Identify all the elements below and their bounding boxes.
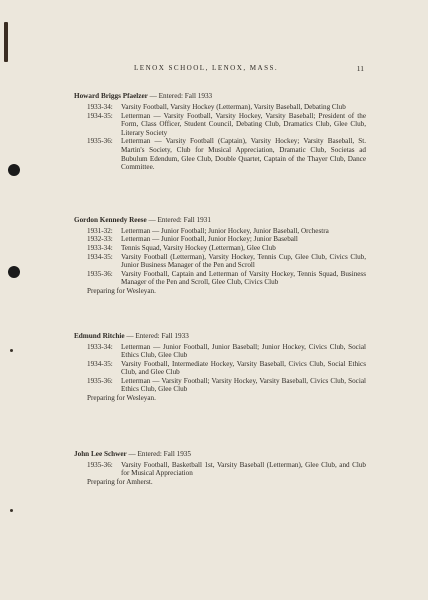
student-heading bbox=[74, 450, 366, 459]
activity-row bbox=[87, 377, 366, 394]
college-preparation: Preparing for Wesleyan. bbox=[87, 394, 156, 403]
activity-row bbox=[87, 461, 366, 478]
student-name: Edmund Ritchie bbox=[74, 331, 125, 340]
school-year: 1933-34: bbox=[87, 342, 113, 351]
punch-hole-lower bbox=[8, 266, 20, 278]
student-heading bbox=[74, 92, 366, 101]
section-gap bbox=[74, 430, 366, 450]
activity-row bbox=[87, 270, 366, 287]
school-year: 1934-35: bbox=[87, 252, 113, 261]
student-name: Howard Briggs Pfaelzer bbox=[74, 92, 148, 100]
school-year: 1933-34: bbox=[87, 243, 113, 252]
activity-row bbox=[87, 227, 366, 236]
school-year: 1931-32: bbox=[87, 226, 113, 235]
activity-row bbox=[87, 112, 366, 138]
activity-text: Varsity Football, Captain and Letterman of Varsity Hockey, Tennis Squad, Business Manager of the Pen and Scroll, Glee Club, Civics Club bbox=[121, 269, 366, 287]
activity-text: Letterman — Junior Football, Junior Baseball; Junior Hockey, Civics Club, Social Ethics Club, Glee Club bbox=[121, 342, 366, 360]
entry-date: — Entered: Fall 1933 bbox=[149, 92, 213, 100]
punch-hole-upper bbox=[8, 164, 20, 176]
school-year: 1933-34: bbox=[87, 103, 113, 111]
activity-text: Letterman — Varsity Football (Captain), Varsity Hockey; Varsity Baseball, St. Martin's Society, Club for Musical Appreciation, Dramatic Club, Societas ad Bubulum Edendum, Glee Club, Double Quartet, Captain of the Thayer Club, Dance Committee. bbox=[121, 137, 366, 172]
activity-row bbox=[87, 343, 366, 360]
activity-row bbox=[87, 137, 366, 171]
student-heading bbox=[74, 216, 366, 225]
activity-text: Varsity Football, Varsity Hockey (Letterman), Varsity Baseball, Debating Club bbox=[121, 103, 346, 111]
activity-text: Varsity Football, Basketball 1st, Varsity Baseball (Letterman), Glee Club, and Club for Musical Appreciation bbox=[121, 460, 366, 478]
page-header bbox=[0, 64, 428, 76]
school-year: 1934-35: bbox=[87, 111, 113, 120]
running-header: LENOX SCHOOL, LENOX, MASS. bbox=[134, 64, 279, 72]
student-name: Gordon Kennedy Reese bbox=[74, 215, 147, 224]
student-record-ritchie bbox=[74, 332, 366, 403]
page-number: 11 bbox=[356, 64, 364, 73]
activity-text: Varsity Football (Letterman), Varsity Hockey, Tennis Cup, Glee Club, Civics Club, Junior Business Manager of the Pen and Scroll bbox=[121, 252, 366, 270]
binding-tape-mark bbox=[4, 22, 8, 62]
activity-row bbox=[87, 253, 366, 270]
college-preparation: Preparing for Amherst. bbox=[87, 477, 153, 486]
school-year: 1935-36: bbox=[87, 269, 113, 278]
activity-row bbox=[87, 360, 366, 377]
activity-text: Letterman — Varsity Football; Varsity Hockey, Varsity Baseball, Civics Club, Social Ethics Club, Glee Club bbox=[121, 376, 366, 394]
activity-text: Letterman — Junior Football, Junior Hockey; Junior Baseball bbox=[121, 235, 298, 244]
student-heading bbox=[74, 332, 366, 341]
small-speck-lower bbox=[10, 509, 13, 512]
activity-row bbox=[87, 244, 366, 253]
student-record-pfaelzer bbox=[74, 92, 366, 172]
activity-text: Varsity Football, Intermediate Hockey, Varsity Baseball, Civics Club, Social Ethics Club, and Glee Club bbox=[121, 359, 366, 377]
school-year: 1935-36: bbox=[87, 460, 113, 469]
student-records bbox=[74, 92, 366, 486]
school-year: 1932-33: bbox=[87, 235, 113, 244]
activity-text: Tennis Squad, Varsity Hockey (Letterman), Glee Club bbox=[121, 243, 276, 252]
entry-date: — Entered: Fall 1933 bbox=[126, 331, 189, 340]
section-gap bbox=[74, 199, 366, 216]
student-record-schwer bbox=[74, 450, 366, 487]
school-year: 1934-35: bbox=[87, 359, 113, 368]
activity-row bbox=[87, 103, 366, 112]
activity-text: Letterman — Junior Football; Junior Hockey, Junior Baseball, Orchestra bbox=[121, 226, 329, 235]
small-speck-upper bbox=[10, 349, 13, 352]
entry-date: — Entered: Fall 1935 bbox=[128, 449, 191, 458]
activity-text: Letterman — Varsity Football, Varsity Hockey, Varsity Baseball; President of the Form, Class Officer, Student Council, Debating Club, Dramatics Club, Glee Club, Literary Society bbox=[121, 111, 366, 137]
school-year: 1935-36: bbox=[87, 137, 113, 146]
activity-row bbox=[87, 235, 366, 244]
student-name: John Lee Schwer bbox=[74, 449, 127, 458]
school-year: 1935-36: bbox=[87, 376, 113, 385]
college-preparation: Preparing for Wesleyan. bbox=[87, 286, 156, 295]
section-gap bbox=[74, 323, 366, 332]
entry-date: — Entered: Fall 1931 bbox=[148, 215, 211, 224]
student-record-reese bbox=[74, 216, 366, 296]
